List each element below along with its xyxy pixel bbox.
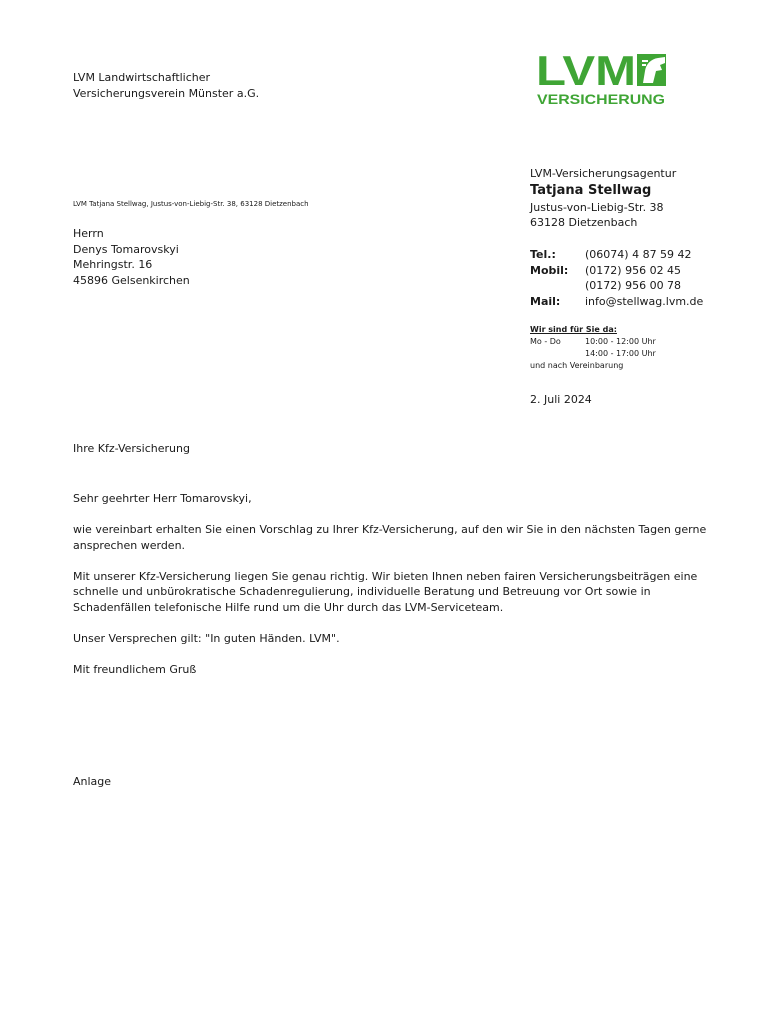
contact-mail-row [530, 294, 730, 310]
office-hours-header: Wir sind für Sie da: [530, 325, 617, 334]
office-hours-row-1 [530, 336, 730, 348]
recipient-address [73, 226, 190, 288]
sender-company [73, 70, 259, 101]
office-hours-slot-1: 10:00 - 12:00 Uhr [585, 337, 656, 346]
return-address: LVM Tatjana Stellwag, Justus-von-Liebig-Str. 38, 63128 Dietzenbach [73, 200, 309, 208]
mobil-label: Mobil: [530, 263, 569, 277]
recipient-salutation: Herrn [73, 227, 104, 240]
office-hours-row-2 [530, 348, 730, 360]
agency-name: Tatjana Stellwag [530, 182, 652, 198]
agency-city: 63128 Dietzenbach [530, 216, 638, 229]
office-hours-day: Mo - Do [530, 337, 561, 346]
letter-closing: Mit freundlichem Gruß [73, 662, 197, 676]
letter-attachment: Anlage [73, 775, 112, 788]
lvm-logo-graphic [536, 51, 666, 107]
tel-value: (06074) 4 87 59 42 [585, 248, 692, 261]
mobil-value-2: (0172) 956 00 78 [585, 279, 682, 292]
mail-value: info@stellwag.lvm.de [585, 294, 704, 308]
office-hours [530, 324, 730, 372]
mobil-value-1: (0172) 956 02 45 [585, 263, 682, 277]
horse-head-icon [637, 54, 666, 86]
sender-company-line1: LVM Landwirtschaftlicher [73, 71, 211, 84]
contact-tel-row [530, 247, 730, 263]
agency-street: Justus-von-Liebig-Str. 38 [530, 200, 664, 214]
letter-paragraph-3: Unser Versprechen gilt: "In guten Händen. LVM". [73, 631, 340, 645]
office-hours-note: und nach Vereinbarung [530, 361, 624, 370]
contact-mobil2-row [530, 278, 730, 294]
sender-company-line2: Versicherungsverein Münster a.G. [73, 86, 260, 100]
recipient-city: 45896 Gelsenkirchen [73, 273, 190, 287]
contact-mobil-row [530, 263, 730, 279]
letter-subject: Ihre Kfz-Versicherung [73, 442, 190, 455]
agency-block [530, 166, 730, 231]
letter-greeting: Sehr geehrter Herr Tomarovskyi, [73, 492, 252, 505]
contact-block [530, 247, 730, 309]
tel-label: Tel.: [530, 248, 556, 261]
recipient-name: Denys Tomarovskyi [73, 242, 179, 256]
letter-paragraph-1: wie vereinbart erhalten Sie einen Vorschlag zu Ihrer Kfz-Versicherung, auf den wir Sie in den nächsten Tagen gerne ansprechen werden. [73, 523, 707, 552]
recipient-street: Mehringstr. 16 [73, 258, 153, 271]
agency-title: LVM-Versicherungsagentur [530, 167, 677, 180]
logo-wordmark: LVM [536, 51, 636, 94]
lvm-logo [536, 51, 666, 107]
mail-label: Mail: [530, 294, 561, 308]
letter-date: 2. Juli 2024 [530, 393, 592, 406]
office-hours-slot-2: 14:00 - 17:00 Uhr [585, 349, 656, 358]
logo-subtitle: VERSICHERUNG [537, 91, 666, 107]
letter-body [73, 491, 713, 693]
letter-paragraph-2: Mit unserer Kfz-Versicherung liegen Sie genau richtig. Wir bieten Ihnen neben fairen Versicherungsbeiträgen eine schnelle und unbürokratische Schadenregulierung, individuelle Beratung und Betreuung vor Ort sowie in Schadenfällen telefonische Hilfe rund um die Uhr durch das LVM-Serviceteam. [73, 569, 698, 614]
